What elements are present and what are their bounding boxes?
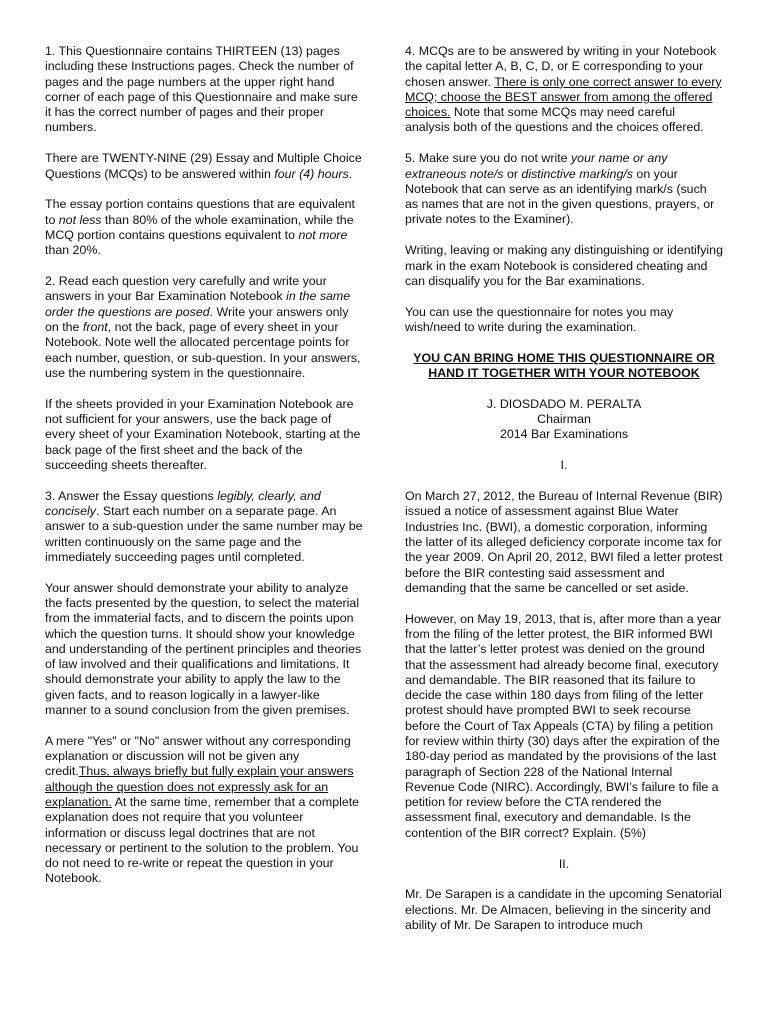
sheets-text: If the sheets provided in your Examination Notebook are not sufficient for your answers, use the back page of every sheet of your Examination Notebook, starting at the back page of the first sheet and the back of the succeeding sheets thereafter.: [45, 396, 361, 472]
signatory-name: J. DIOSDADO M. PERALTA: [486, 396, 642, 411]
instruction-4: [405, 44, 723, 136]
instr2-italic-a: in the same order the questions are posed: [45, 289, 351, 319]
instruction-1-text: 1. This Questionnaire contains THIRTEEN (13) pages including these Instructions pages. Check the number of pages and the page numbers at the upper right hand corner of each page of this Questionnaire and make sure it has the correct number of pages and their proper numbers.: [45, 44, 358, 135]
instr3-italic: legibly, clearly, and concisely: [45, 488, 321, 518]
question-1-number: I.: [560, 458, 568, 473]
instruction-5: [405, 151, 723, 227]
yesno-a: A mere "Yes" or "No" answer without any corresponding explanation or discussion will not be given any credit.: [45, 733, 351, 779]
instr5-b: or: [503, 166, 522, 181]
instr4-underlined: There is only one correct answer to every MCQ; choose the BEST answer from among the offered choices.: [405, 74, 722, 120]
left-column: [45, 44, 363, 902]
right-column: [405, 44, 723, 949]
instr5-a: 5. Make sure you do not write: [405, 151, 571, 166]
instruction-notes: [405, 305, 723, 336]
portion-text-c: than 20%.: [45, 243, 101, 258]
signature-block: [405, 397, 723, 443]
portion-italic-b: not more: [298, 227, 348, 242]
take-home-notice: YOU CAN BRING HOME THIS QUESTIONNAIRE OR HAND IT TOGETHER WITH YOUR NOTEBOOK: [413, 350, 715, 381]
time-end: .: [348, 166, 353, 181]
instruction-portion: [45, 197, 363, 258]
instr3-a: 3. Answer the Essay questions: [45, 488, 218, 503]
cheating-text: Writing, leaving or making any distinguishing or identifying mark in the exam Notebook is considered cheating and can disqualify you for the Bar examinations.: [405, 243, 723, 288]
instr5-italic-b: distinctive marking/s: [521, 166, 633, 181]
instr2-b: . Write your answers only on the: [45, 304, 349, 334]
portion-italic-a: not less: [58, 212, 102, 227]
instruction-ability: [45, 581, 363, 719]
instruction-3: [45, 489, 363, 565]
instr2-a: 2. Read each question very carefully and write your answers in your Bar Examination Notebook: [45, 274, 327, 304]
time-text: There are TWENTY-NINE (29) Essay and Multiple Choice Questions (MCQs) to be answered within: [45, 151, 362, 181]
portion-text-b: than 80% of the whole examination, while the MCQ portion contains questions equivalent to: [45, 212, 354, 242]
yesno-b: At the same time, remember that a complete explanation does not require that you volunteer information or discuss legal doctrines that are not necessary or pertinent to the solution to the problem. You do not need to re-write or repeat the question in your Notebook.: [45, 794, 360, 886]
question-1-para-1: On March 27, 2012, the Bureau of Internal Revenue (BIR) issued a notice of assessment against Blue Water Industries Inc. (BWI), a domestic corporation, informing the latter of its alleged deficiency corporate income tax for the year 2009. On April 20, 2012, BWI filed a letter protest before the BIR contesting said assessment and demanding that the same be cancelled or set aside.: [405, 489, 723, 595]
time-italic: four (4) hours: [274, 166, 349, 181]
instr5-italic-a: your name or any extraneous note/s: [405, 151, 668, 181]
instr3-b: . Start each number on a separate page. An answer to a sub-question under the same number may be written continuously on the same page and the immediately succeeding pages until completed.: [45, 503, 363, 564]
ability-text: Your answer should demonstrate your ability to analyze the facts presented by the question, to select the material from the immaterial facts, and to discern the points upon which the question turns. It should show your knowledge and understanding of the pertinent principles and theories of law involved and their qualifications and limitations. It should demonstrate your ability to apply the law to the given facts, and to reason logically in a lawyer-like manner to a sound conclusion from the given premises.: [45, 580, 362, 717]
signatory-title: Chairman: [537, 412, 591, 427]
instr5-c: on your Notebook that can serve as an identifying mark/s (such as names that are not in the given questions, prayers, or private notes to the Examiner).: [405, 166, 715, 227]
question-2-number: II.: [558, 856, 570, 871]
portion-text-a: The essay portion contains questions that are equivalent to: [45, 197, 355, 227]
instr4-a: 4. MCQs are to be answered by writing in your Notebook the capital letter A, B, C, D, or E corresponding to your chosen answer.: [405, 44, 717, 89]
question-2-para-1: Mr. De Sarapen is a candidate in the upcoming Senatorial elections. Mr. De Almacen, believing in the sincerity and ability of Mr. De Sarapen to introduce much: [405, 887, 722, 932]
instruction-cheating: [405, 243, 723, 289]
instruction-time: [45, 151, 363, 182]
notes-text: You can use the questionnaire for notes you may wish/need to write during the examination.: [405, 304, 674, 334]
question-1-para-2: However, on May 19, 2013, that is, after more than a year from the filing of the letter protest, the BIR informed BWI that the latter’s letter protest was denied on the ground that the assessment had already become final, executory and demandable. The BIR reasoned that its failure to decide the case within 180 days from filing of the letter protest should have prompted BWI to seek recourse before the Court of Tax Appeals (CTA) by filing a petition for review within thirty (30) days after the expiration of the 180-day period as mandated by the provisions of the last paragraph of Section 228 of the National Internal Revenue Code (NIRC). Accordingly, BWI’s failure to file a petition for review before the CTA rendered the assessment final, executory and demandable. Is the contention of the BIR correct? Explain. (5%): [405, 611, 722, 840]
yesno-underlined: Thus, always briefly but fully explain your answers although the question does not expressly ask for an explanation.: [45, 764, 354, 809]
instruction-yes-no: [45, 734, 363, 887]
exam-name: 2014 Bar Examinations: [499, 427, 629, 442]
instruction-1: [45, 44, 363, 136]
instruction-sheets: [45, 397, 363, 473]
instruction-2: [45, 274, 363, 381]
instr2-c: , not the back, page of every sheet in your Notebook. Note well the allocated percentage points for each number, question, or sub-question. In your answers, use the numbering system in the questionnaire.: [45, 319, 361, 380]
instr4-b: Note that some MCQs may need careful analysis both of the questions and the choices offered.: [405, 105, 704, 135]
instr2-italic-b: front: [82, 319, 108, 334]
